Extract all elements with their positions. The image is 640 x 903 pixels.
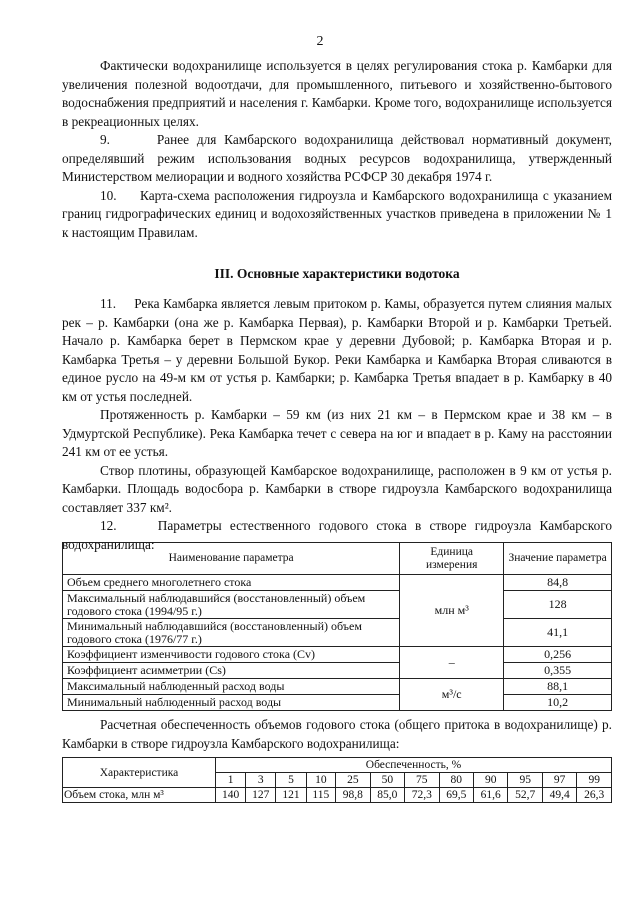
param-value: 0,256 <box>504 647 612 663</box>
header-unit: Единица измерения <box>400 543 504 575</box>
paragraph: Расчетная обеспеченность объемов годового стока (общего притока в водохранилище) р. Камбарки в створе гидроузла Камбарского водохранилища: <box>62 717 612 751</box>
percent-cell: 25 <box>336 773 370 788</box>
param-name: Коэффициент асимметрии (Cs) <box>63 663 400 679</box>
paragraph: 9. Ранее для Камбарского водохранилища действовал нормативный документ, определявший режим использования водных ресурсов водохранилища, утвержденный Министерством мелиорации и водного хозяйства РСФСР 30 декабря 1974 г. <box>62 132 612 184</box>
param-name: Коэффициент изменчивости годового стока (Cv) <box>63 647 400 663</box>
volume-cell: 49,4 <box>542 788 576 803</box>
percent-cell: 95 <box>508 773 542 788</box>
param-name: Минимальный наблюдавшийся (восстановленный) объем годового стока (1976/77 г.) <box>63 619 400 647</box>
param-value: 41,1 <box>504 619 612 647</box>
percent-cell: 97 <box>542 773 576 788</box>
param-value: 128 <box>504 591 612 619</box>
volume-cell: 121 <box>276 788 306 803</box>
percent-cell: 5 <box>276 773 306 788</box>
paragraph: Створ плотины, образующей Камбарское водохранилище, расположен в 9 км от устья р. Камбарки. Площадь водосбора р. Камбарки в створе гидроузла Камбарского водохранилища составляет 337 км². <box>62 462 612 515</box>
percent-cell: 10 <box>306 773 336 788</box>
probability-intro <box>62 716 612 753</box>
percent-cell: 99 <box>577 773 612 788</box>
volume-cell: 72,3 <box>405 788 439 803</box>
volume-cell: 127 <box>246 788 276 803</box>
paragraph: Протяженность р. Камбарки – 59 км (из них 21 км – в Пермском крае и 38 км – в Удмуртской Республике). Река Камбарка течет с севера на юг и впадает в р. Каму на расстоянии 241 км от ее устья. <box>62 407 612 459</box>
paragraph: 12. Параметры естественного годового стока в створе гидроузла Камбарского водохранилища: <box>62 518 612 552</box>
header-parameter-name: Наименование параметра <box>63 543 400 575</box>
param-value: 10,2 <box>504 695 612 711</box>
section-paragraphs <box>62 295 612 554</box>
paragraph: 11. Река Камбарка является левым притоком р. Камы, образуется путем слияния малых рек – р. Камбарки (она же р. Камбарка Первая), р. Камбарки Второй и р. Камбарки Третьей. Начало р. Камбарка берет в Пермском крае у деревни Дубовой; р. Камбарка Вторая и р. Камбарка Третья – у деревни Большой Букор. Реки Камбарка и Камбарка Вторая сливаются в единое русло на 49-м км от устья р. Камбарки; р. Камбарка Третья впадает в р. Камбарку в 40 км от устья последней. <box>62 296 612 404</box>
param-name: Минимальный наблюденный расход воды <box>63 695 400 711</box>
volume-cell: 115 <box>306 788 336 803</box>
runoff-probability-table <box>62 757 612 803</box>
param-name: Максимальный наблюдавшийся (восстановленный) объем годового стока (1994/95 г.) <box>63 591 400 619</box>
flow-parameters-table <box>62 542 612 711</box>
param-value: 88,1 <box>504 679 612 695</box>
param-value: 0,355 <box>504 663 612 679</box>
header-characteristic: Характеристика <box>63 758 216 788</box>
unit-volume: млн м³ <box>400 575 504 647</box>
percent-cell: 3 <box>246 773 276 788</box>
volume-cell: 98,8 <box>336 788 370 803</box>
unit-flow: м³/с <box>400 679 504 711</box>
row-label: Объем стока, млн м³ <box>63 788 216 803</box>
percent-cell: 50 <box>370 773 404 788</box>
percent-cell: 1 <box>216 773 246 788</box>
section-heading: III. Основные характеристики водотока <box>214 266 460 281</box>
unit-dash: – <box>400 647 504 679</box>
percent-cell: 90 <box>474 773 508 788</box>
intro-paragraphs <box>62 57 612 242</box>
percent-cell: 75 <box>405 773 439 788</box>
header-probability: Обеспеченность, % <box>216 758 612 773</box>
volume-row <box>63 788 612 803</box>
percent-cell: 80 <box>439 773 473 788</box>
volume-cell: 140 <box>216 788 246 803</box>
volume-cell: 61,6 <box>474 788 508 803</box>
param-name: Объем среднего многолетнего стока <box>63 575 400 591</box>
volume-cell: 85,0 <box>370 788 404 803</box>
page-number: 2 <box>316 34 324 49</box>
paragraph: 10. Карта-схема расположения гидроузла и Камбарского водохранилища с указанием границ гидрографических единиц и водохозяйственных участков приведена в приложении № 1 к настоящим Правилам. <box>62 187 612 240</box>
volume-cell: 69,5 <box>439 788 473 803</box>
volume-cell: 26,3 <box>577 788 612 803</box>
volume-cell: 52,7 <box>508 788 542 803</box>
paragraph: Фактически водохранилище используется в целях регулирования стока р. Камбарки для увеличения полезной водоотдачи, для промышленного, питьевого и хозяйственно-бытового водоснабжения предприятий и населения г. Камбарки. Кроме того, водохранилище используется в рекреационных целях. <box>62 58 612 129</box>
param-value: 84,8 <box>504 575 612 591</box>
param-name: Максимальный наблюденный расход воды <box>63 679 400 695</box>
header-value: Значение параметра <box>504 543 612 575</box>
